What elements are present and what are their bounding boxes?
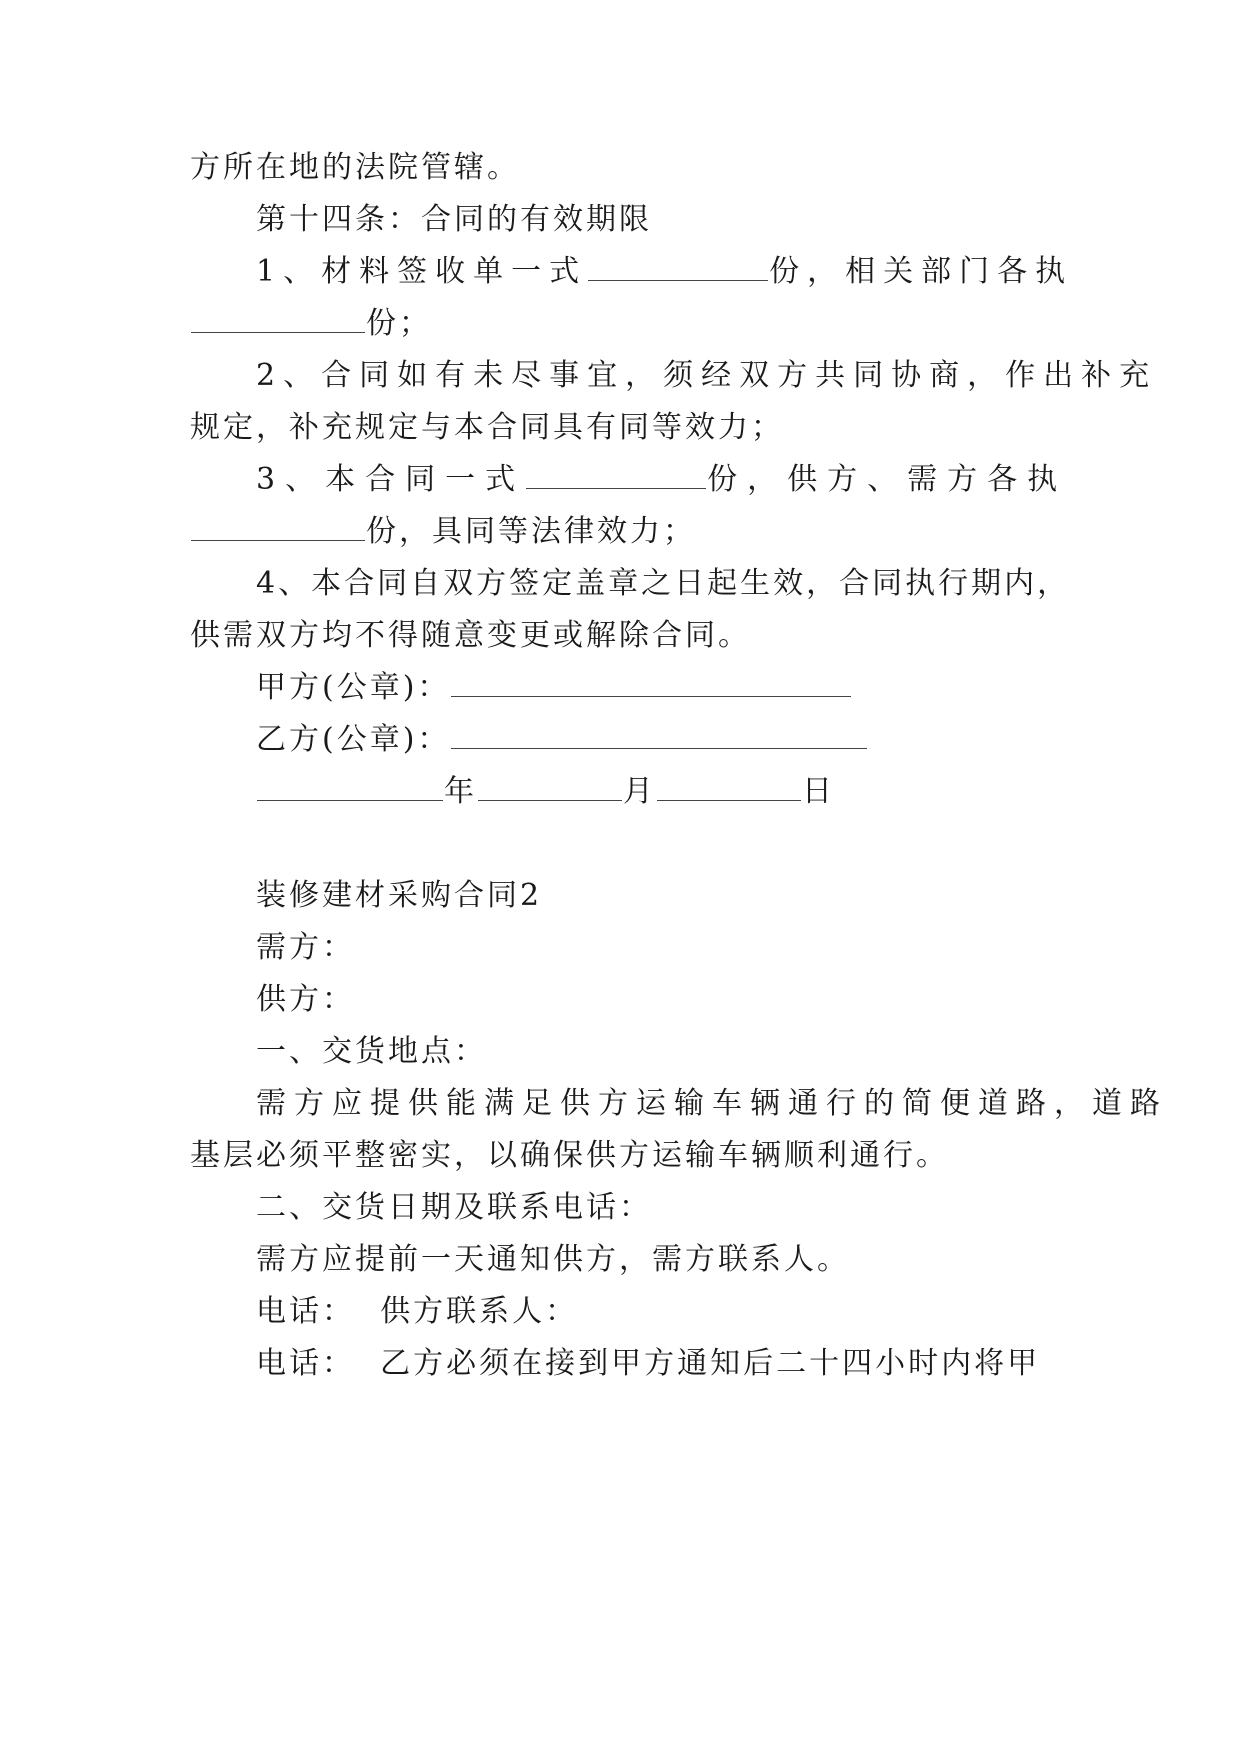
date-unit: 日: [802, 774, 835, 809]
title-text: 装修建材采购合同2: [256, 878, 543, 913]
article-heading: [256, 200, 1070, 240]
fill-in-blank: [451, 670, 851, 697]
heading-text: 第十四条：合同的有效期限: [256, 202, 652, 237]
date-unit: 年: [444, 774, 477, 809]
paragraph-text: 份，具同等法律效力；: [366, 514, 696, 549]
date-line: [256, 772, 1070, 812]
section-heading: [256, 1032, 1070, 1072]
text-line: [256, 564, 1070, 604]
text-line: [190, 304, 1070, 344]
text-line: [256, 252, 1074, 292]
paragraph-text: 份，相关部门各执: [769, 254, 1074, 289]
fill-in-blank: [588, 254, 768, 281]
paragraph-text: 方所在地的法院管辖。: [190, 150, 520, 185]
paragraph-text: 3、本合同一式: [256, 462, 526, 497]
date-unit: 月: [623, 774, 656, 809]
text-line: [190, 1136, 1070, 1176]
fill-in-blank: [526, 462, 706, 489]
text-line: [190, 408, 1070, 448]
text-line: [190, 512, 1070, 552]
document-title: [256, 876, 1070, 916]
paragraph-text: 需方：: [256, 930, 355, 965]
paragraph-text: 电话： 供方联系人：: [256, 1294, 579, 1329]
day-blank: [657, 774, 801, 801]
signature-label: 甲方(公章)：: [256, 670, 451, 705]
paragraph-text: 需方应提供能满足供方运输车辆通行的简便道路，道路: [256, 1086, 1168, 1121]
signature-line-party-a: [256, 668, 1070, 708]
heading-text: 一、交货地点：: [256, 1034, 487, 1069]
year-blank: [257, 774, 443, 801]
month-blank: [478, 774, 622, 801]
text-line: [256, 1240, 1070, 1280]
fill-in-blank: [451, 722, 867, 749]
paragraph-text: 供需双方均不得随意变更或解除合同。: [190, 618, 751, 653]
heading-text: 二、交货日期及联系电话：: [256, 1190, 652, 1225]
text-line: [190, 616, 1070, 656]
text-line: [190, 148, 1070, 188]
text-line: [256, 1344, 1070, 1384]
text-line: [256, 1084, 1168, 1124]
paragraph-text: 规定，补充规定与本合同具有同等效力；: [190, 410, 784, 445]
text-line: [256, 980, 1070, 1020]
paragraph-text: 基层必须平整密实，以确保供方运输车辆顺利通行。: [190, 1138, 949, 1173]
section-heading: [256, 1188, 1070, 1228]
paragraph-text: 4、本合同自双方签定盖章之日起生效，合同执行期内，: [256, 566, 1071, 601]
paragraph-text: 需方应提前一天通知供方，需方联系人。: [256, 1242, 850, 1277]
paragraph-text: 电话： 乙方必须在接到甲方通知后二十四小时内将甲: [256, 1346, 1041, 1381]
text-line: [256, 460, 1070, 500]
paragraph-text: 份，供方、需方各执: [707, 462, 1068, 497]
paragraph-text: 2、合同如有未尽事宜，须经双方共同协商，作出补充: [256, 358, 1158, 393]
signature-label: 乙方(公章)：: [256, 722, 451, 757]
text-line: [256, 1292, 1070, 1332]
signature-line-party-b: [256, 720, 1070, 760]
fill-in-blank: [191, 514, 365, 541]
paragraph-text: 1、材料签收单一式: [256, 254, 588, 289]
paragraph-text: 份；: [366, 306, 432, 341]
text-line: [256, 356, 1158, 396]
fill-in-blank: [191, 306, 365, 333]
text-line: [256, 928, 1070, 968]
paragraph-text: 供方：: [256, 982, 355, 1017]
